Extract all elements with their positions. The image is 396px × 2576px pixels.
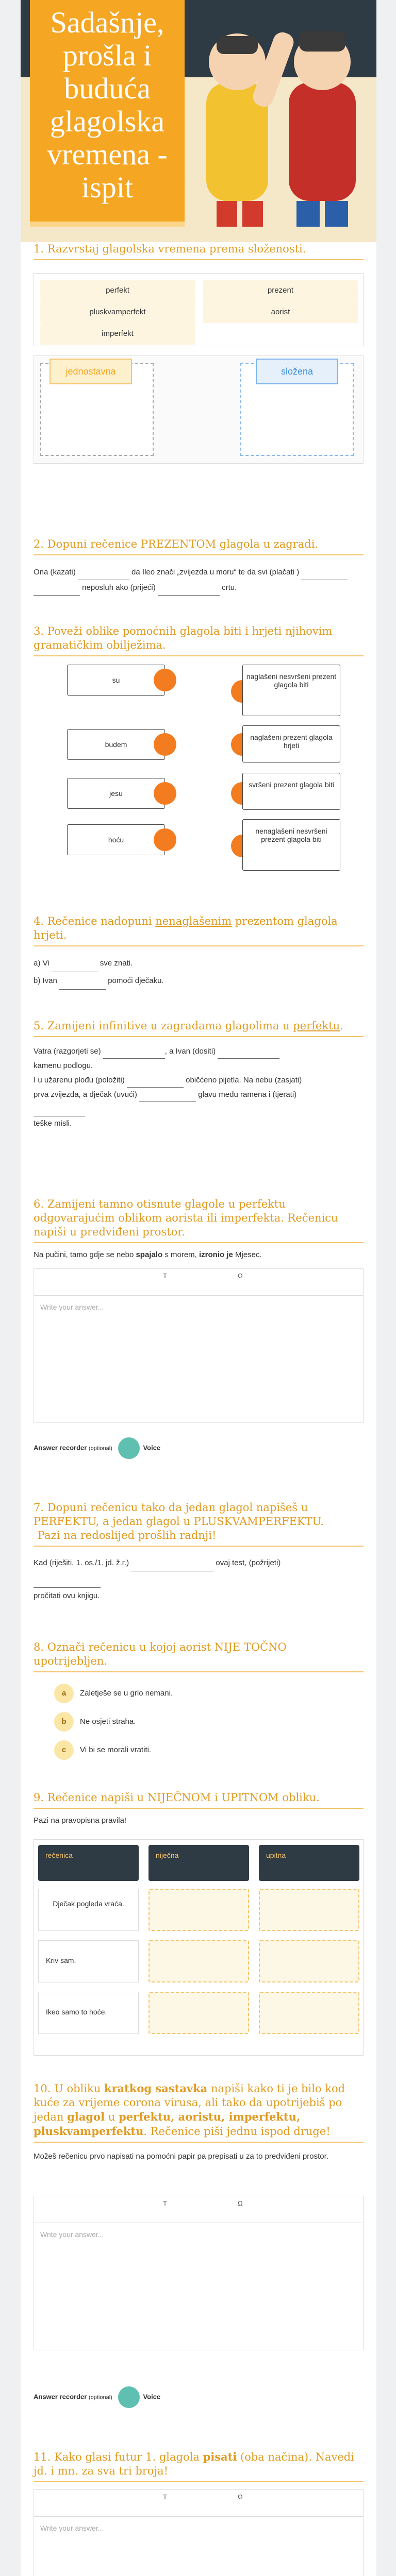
question-6-title: 6. Zamijeni tamno otisnute glagole u perfektu odgovarajućim oblikom aorista ili imperfekta. Rečenicu napiši u predviđeni prostor. <box>34 1198 338 1238</box>
table-9 <box>34 1839 364 2056</box>
chip-prezent[interactable]: prezent <box>203 280 358 301</box>
option-b-badge[interactable]: b <box>54 1712 74 1732</box>
question-2: 2. Dopuni rečenice PREZENTOM glagola u zagradi. Ona (kazati) da Ileo znači „zvijezda u moru“ te da svi (plačati ) neposluh ako (prijeći) crtu. <box>34 537 364 596</box>
match-left-su[interactable]: su <box>67 665 165 696</box>
blank-input[interactable] <box>34 1581 101 1588</box>
row-sentence: Ikeo samo to hoće. <box>38 1992 139 2034</box>
question-3 <box>34 624 364 656</box>
blank-input[interactable] <box>218 1052 279 1059</box>
question-7-title: 7. Dopuni rečenicu tako da jedan glagol napišeš u PERFEKTU, a jedan glagol u PLUSKVAMPERFEKTU. <box>34 1501 324 1528</box>
answer-cell[interactable] <box>259 1889 359 1931</box>
match-right-2[interactable]: naglašeni prezent glagola hrjeti <box>242 725 340 762</box>
match-left-hocu[interactable]: hoću <box>67 824 165 855</box>
answer-cell[interactable] <box>148 1992 249 2034</box>
question-8-title: 8. Označi rečenicu u kojoj aorist NIJE TOČNO upotrijebljen. <box>34 1641 287 1667</box>
question-1 <box>34 242 364 260</box>
record-button[interactable] <box>118 1437 140 1459</box>
label-slozena: složena <box>256 359 338 384</box>
answer-box-11[interactable] <box>34 2489 364 2576</box>
option-c-badge[interactable]: c <box>54 1740 74 1760</box>
match-right-1[interactable]: naglašeni nesvršeni prezent glagola biti <box>242 665 340 716</box>
editor-toolbar: T Ω <box>34 2196 363 2223</box>
blank-input[interactable] <box>52 965 98 972</box>
blank-input[interactable] <box>139 1095 196 1102</box>
blank-input[interactable] <box>34 1109 85 1116</box>
options-8 <box>54 1684 343 1776</box>
chip-bank <box>34 273 364 346</box>
answer-placeholder: Write your answer... <box>40 2524 104 2532</box>
question-11-title: 11. Kako glasi futur 1. glagola pisati (oba načina). Navedi jd. i mn. za sva tri broja! <box>34 2450 354 2477</box>
answer-recorder: Answer recorder (optional) Voice <box>34 1437 160 1459</box>
answer-placeholder: Write your answer... <box>40 2230 104 2239</box>
blank-input[interactable] <box>158 588 220 596</box>
option-a[interactable]: Zaletješe se u grlo nemani. <box>80 1689 173 1698</box>
page-title: Sadašnje, prošla i buduća glagolska vremena - ispit <box>47 6 168 204</box>
editor-toolbar: T Ω <box>34 2490 363 2517</box>
question-5-title: 5. Zamijeni infinitive u zagradama glagolima u perfektu. <box>34 1020 343 1032</box>
question-2-title: 2. Dopuni rečenice PREZENTOM glagola u zagradi. <box>34 538 319 550</box>
question-10: 10. U obliku kratkog sastavka napiši kako ti je bilo kod kuće za vrijeme corona virusa, ali tako da upotrijebiš po jedan glagol u perfektu, aoristu, imperfektu, pluskvamperfektu. Rečenice piši jednu ispod druge! Možeš rečenicu prvo napisati na pomoćni papir pa prepisati u za to predviđeni prostor. <box>34 2081 364 2162</box>
match-dot[interactable] <box>154 782 176 805</box>
question-4-title: 4. Rečenice nadopuni nenaglašenim prezentom glagola hrjeti. <box>34 915 338 941</box>
question-6: 6. Zamijeni tamno otisnute glagole u perfektu odgovarajućim oblikom aorista ili imperfekta. Rečenicu napiši u predviđeni prostor. Na pučini, tamo gdje se nebo spajalo s morem, izronio je Mjesec. <box>34 1197 364 1259</box>
question-5: 5. Zamijeni infinitive u zagradama glagolima u perfektu. Vatra (razgorjeti se) , a Ivan (dositi) kamenu podlogu. I u užarenu plođu (položiti) običćeno pijetla. Na nebu (zasjati) prva zvijezda, a dječak (uvući) glavu među ramena i (tjerati) teške misli. <box>34 1019 364 1131</box>
header-recenica: rečenica <box>38 1845 139 1881</box>
blank-input[interactable] <box>78 573 129 580</box>
match-left-jesu[interactable]: jesu <box>67 778 165 809</box>
match-dot[interactable] <box>154 669 176 691</box>
blank-input[interactable] <box>59 982 106 990</box>
chip-aorist[interactable]: aorist <box>203 301 358 323</box>
sort-area <box>34 355 364 464</box>
answer-placeholder: Write your answer... <box>40 1303 104 1311</box>
row-sentence: Kriv sam. <box>38 1940 139 1982</box>
chip-pluskvamperfekt[interactable]: pluskvamperfekt <box>40 301 195 323</box>
question-3-title: 3. Poveži oblike pomoćnih glagola biti i hrjeti njihovim gramatičkim obilježima. <box>34 625 333 651</box>
chip-perfekt[interactable]: perfekt <box>40 280 195 301</box>
chip-imperfekt[interactable]: imperfekt <box>40 323 195 345</box>
answer-cell[interactable] <box>259 1940 359 1982</box>
blank-input[interactable] <box>34 588 80 596</box>
question-1-title: 1. Razvrstaj glagolska vremena prema složenosti. <box>34 243 306 255</box>
matching-area <box>67 665 345 881</box>
option-a-badge[interactable]: a <box>54 1684 74 1703</box>
header-banner <box>21 0 376 242</box>
header-nijecna: niječna <box>148 1845 249 1881</box>
editor-toolbar: T Ω <box>34 1269 363 1296</box>
match-dot[interactable] <box>154 733 176 756</box>
question-9-title: 9. Rečenice napiši u NIJEČNOM i UPITNOM obliku. <box>34 1791 320 1804</box>
row-sentence: Dječak pogleda vraća. <box>38 1889 139 1931</box>
option-b[interactable]: Ne osjeti straha. <box>80 1717 136 1726</box>
title-box <box>30 0 185 227</box>
match-dot[interactable] <box>154 828 176 851</box>
question-10-title: 10. U obliku kratkog sastavka napiši kako ti je bilo kod kuće za vrijeme corona virusa, ali tako da upotrijebiš po jedan glagol u perfektu, aoristu, imperfektu, pluskvamperfektu. Rečenice piši jednu ispod druge! <box>34 2082 345 2138</box>
blank-input[interactable] <box>131 1564 213 1571</box>
match-left-budem[interactable]: budem <box>67 729 165 760</box>
cartoon-figures-image <box>196 21 366 237</box>
match-right-4[interactable]: nenaglašeni nesvršeni prezent glagola biti <box>242 819 340 871</box>
record-button[interactable] <box>118 2386 140 2408</box>
option-c[interactable]: Vi bi se morali vratiti. <box>80 1745 152 1754</box>
worksheet-page <box>21 0 376 2576</box>
blank-input[interactable] <box>301 573 348 580</box>
question-8 <box>34 1640 364 1672</box>
match-right-3[interactable]: svršeni prezent glagola biti <box>242 773 340 810</box>
header-upitna: upitna <box>259 1845 359 1881</box>
question-4: 4. Rečenice nadopuni nenaglašenim prezentom glagola hrjeti. a) Vi sve znati. b) Ivan pomoći dječaku. <box>34 914 364 990</box>
answer-cell[interactable] <box>259 1992 359 2034</box>
answer-recorder: Answer recorder (optional) Voice <box>34 2386 160 2408</box>
answer-box-10[interactable] <box>34 2196 364 2350</box>
blank-input[interactable] <box>103 1052 165 1059</box>
question-11 <box>34 2450 364 2482</box>
blank-input[interactable] <box>127 1080 184 1088</box>
answer-cell[interactable] <box>148 1940 249 1982</box>
label-jednostavna: jednostavna <box>50 359 132 384</box>
question-7: 7. Dopuni rečenicu tako da jedan glagol napišeš u PERFEKTU, a jedan glagol u PLUSKVAMPERFEKTU. Pazi na redoslijed prošlih radnji! Kad (riješiti, 1. os./1. jd. ž.r.) ovaj test, (požrijeti) pročitati ovu knjigu. <box>34 1501 364 1604</box>
answer-cell[interactable] <box>148 1889 249 1931</box>
question-9: 9. Rečenice napiši u NIJEČNOM i UPITNOM obliku. Pazi na pravopisna pravila! <box>34 1791 364 1825</box>
answer-box-6[interactable] <box>34 1268 364 1423</box>
